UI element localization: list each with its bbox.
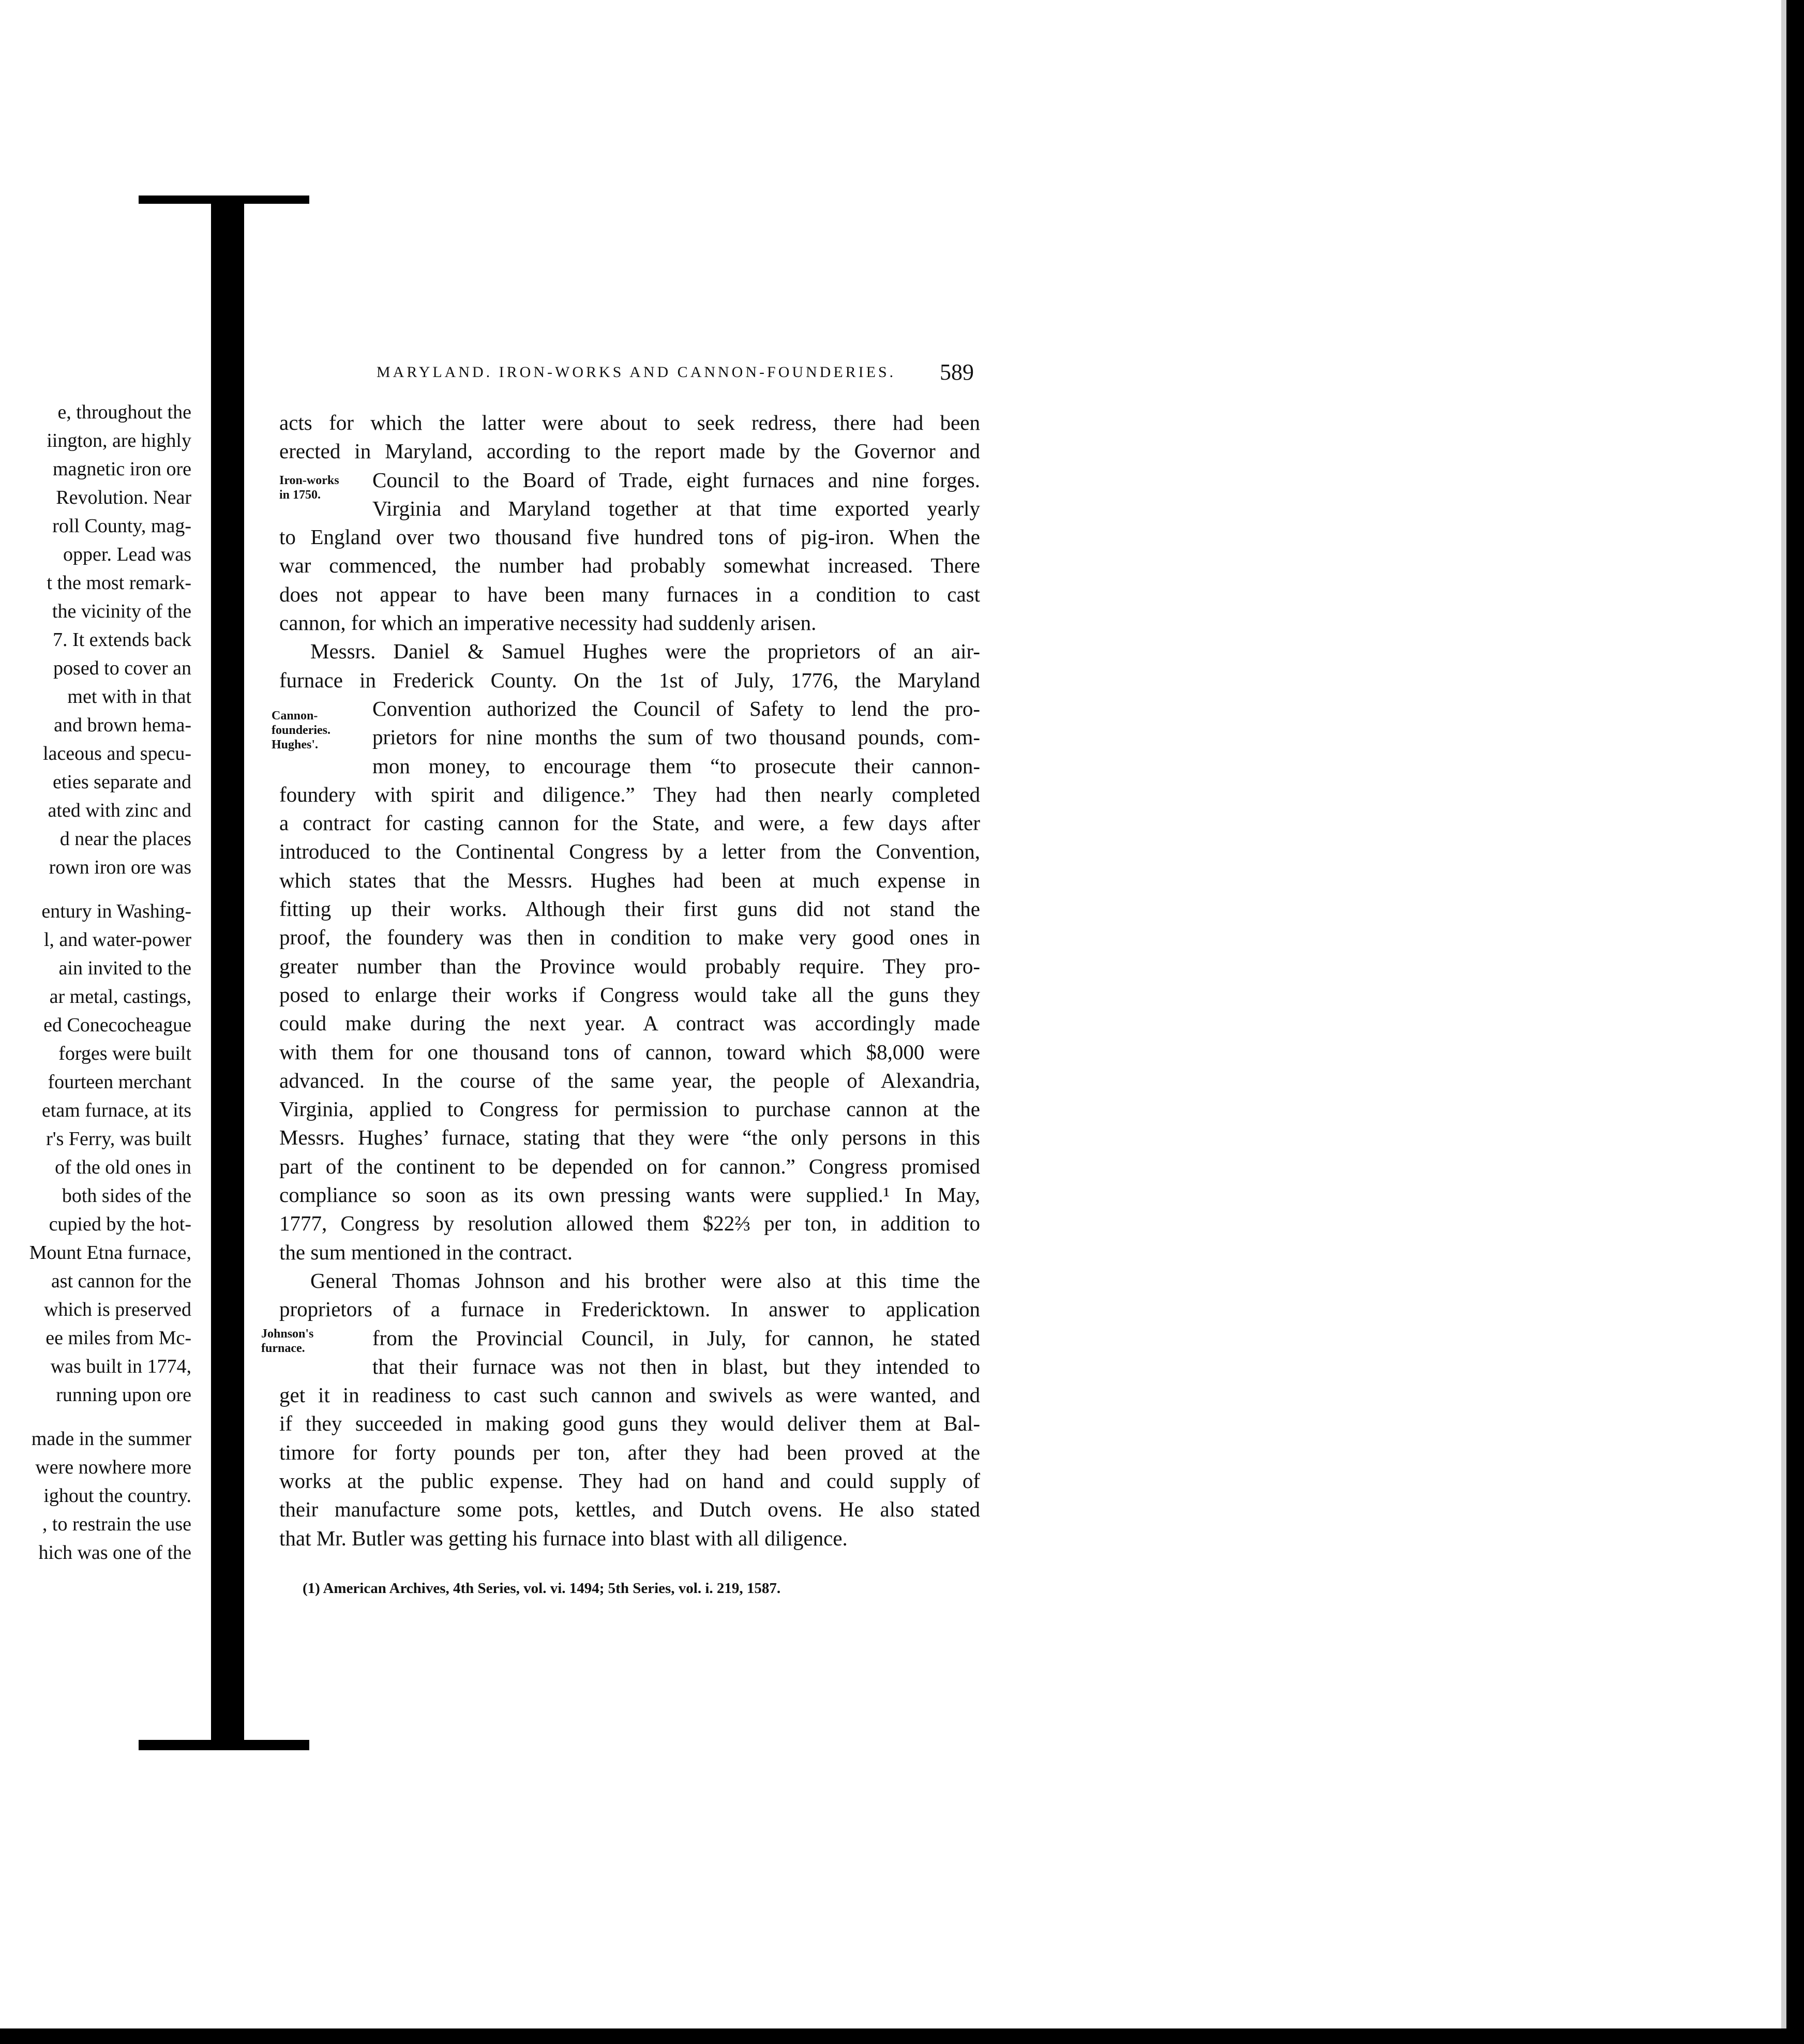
body-line: Messrs. Daniel & Samuel Hughes were the proprietors of an air- <box>310 639 980 664</box>
body-line: their manufacture some pots, kettles, and Dutch ovens. He also stated <box>279 1497 980 1522</box>
left-fragment-line: eties separate and <box>53 771 191 793</box>
footnote: (1) American Archives, 4th Series, vol. vi. 1494; 5th Series, vol. i. 219, 1587. <box>303 1580 781 1597</box>
body-line: mon money, to encourage them “to prosecute their cannon- <box>372 754 980 778</box>
margin-note-johnson: Johnson's furnace. <box>261 1327 314 1355</box>
left-fragment-line: t the most remark- <box>47 572 191 594</box>
body-line: 1777, Congress by resolution allowed them $22⅔ per ton, in addition to <box>279 1211 980 1236</box>
left-fragment-line: 7. It extends back <box>52 629 191 651</box>
body-line: furnace in Frederick County. On the 1st of July, 1776, the Maryland <box>279 668 980 692</box>
body-line: could make during the next year. A contract was accordingly made <box>279 1011 980 1035</box>
body-line: does not appear to have been many furnaces in a condition to cast <box>279 582 980 606</box>
body-text <box>279 409 980 1553</box>
left-fragment-line: the vicinity of the <box>52 600 191 622</box>
left-fragment-line: Revolution. Near <box>56 487 191 508</box>
left-fragment-line: hich was one of the <box>38 1542 191 1564</box>
body-line: which states that the Messrs. Hughes had been at much expense in <box>279 868 980 892</box>
margin-note-ironworks: Iron-works in 1750. <box>279 474 339 502</box>
body-line: war commenced, the number had probably somewhat increased. There <box>279 553 980 578</box>
gutter-vertical-bar <box>211 196 244 1750</box>
gutter-bottom-bar <box>139 1740 309 1750</box>
body-line: acts for which the latter were about to seek redress, there had been <box>279 411 980 434</box>
left-fragment-line: ee miles from Mc- <box>46 1327 191 1349</box>
body-line: advanced. In the course of the same year, the people of Alexandria, <box>279 1068 980 1092</box>
body-line: posed to enlarge their works if Congress would take all the guns they <box>279 982 980 1006</box>
body-line: proprietors of a furnace in Fredericktown. In answer to application <box>279 1297 980 1321</box>
left-page-fragment <box>0 398 191 1567</box>
body-line: with them for one thousand tons of cannon, toward which $8,000 were <box>279 1040 980 1064</box>
left-fragment-line: Mount Etna furnace, <box>29 1242 191 1264</box>
left-fragment-line: cupied by the hot- <box>49 1213 191 1235</box>
body-line: Virginia and Maryland together at that time exported yearly <box>372 496 980 520</box>
left-fragment-line: , to restrain the use <box>42 1513 191 1535</box>
left-fragment-line: etam furnace, at its <box>41 1100 191 1121</box>
left-fragment-line: ain invited to the <box>58 957 191 979</box>
page-edge-shadow <box>1781 0 1786 2044</box>
left-fragment-line: e, throughout the <box>57 401 191 423</box>
body-line: introduced to the Continental Congress by a letter from the Convention, <box>279 839 980 864</box>
body-line: proof, the foundery was then in condition to make very good ones in <box>279 925 980 950</box>
body-line: Messrs. Hughes’ furnace, stating that they were “the only persons in this <box>279 1125 980 1150</box>
body-line: prietors for nine months the sum of two thousand pounds, com- <box>372 725 980 749</box>
body-line: compliance so soon as its own pressing wants were supplied.¹ In May, <box>279 1183 980 1207</box>
left-fragment-line: and brown hema- <box>54 714 191 736</box>
left-fragment-line: ighout the country. <box>43 1485 191 1507</box>
left-fragment-line: forges were built <box>58 1043 191 1064</box>
left-fragment-line: posed to cover an <box>53 657 191 679</box>
left-fragment-line: rown iron ore was <box>49 856 191 878</box>
body-line: if they succeeded in making good guns they would deliver them at Bal- <box>279 1411 980 1436</box>
page-number: 589 <box>940 359 974 385</box>
body-line: General Thomas Johnson and his brother were also at this time the <box>310 1268 980 1292</box>
body-line: get it in readiness to cast such cannon and swivels as were wanted, and <box>279 1383 980 1407</box>
body-line: works at the public expense. They had on hand and could supply of <box>279 1468 980 1493</box>
left-fragment-line: ar metal, castings, <box>49 986 191 1008</box>
body-line: that Mr. Butler was getting his furnace into blast with all diligence. <box>279 1526 848 1550</box>
left-fragment-line: magnetic iron ore <box>52 458 191 480</box>
bottom-border <box>0 2028 1804 2044</box>
body-line: Convention authorized the Council of Safety to lend the pro- <box>372 696 980 720</box>
body-line: greater number than the Province would probably require. They pro- <box>279 954 980 978</box>
left-fragment-line: was built in 1774, <box>50 1356 191 1377</box>
left-fragment-line: roll County, mag- <box>52 515 191 537</box>
left-fragment-line: ated with zinc and <box>48 800 191 821</box>
left-fragment-line: laceous and specu- <box>43 743 191 764</box>
body-line: fitting up their works. Although their first guns did not stand the <box>279 897 980 921</box>
left-fragment-line: both sides of the <box>62 1185 191 1207</box>
left-fragment-line: l, and water-power <box>43 929 191 951</box>
left-fragment-line: met with in that <box>67 686 191 708</box>
body-line: a contract for casting cannon for the State, and were, a few days after <box>279 811 980 835</box>
body-line: cannon, for which an imperative necessity had suddenly arisen. <box>279 611 817 635</box>
body-line: part of the continent to be depended on for cannon.” Congress promised <box>279 1154 980 1178</box>
left-fragment-line: made in the summer <box>31 1428 191 1450</box>
body-line: erected in Maryland, according to the report made by the Governor and <box>279 439 980 463</box>
left-fragment-line: r's Ferry, was built <box>46 1128 191 1150</box>
left-fragment-line: were nowhere more <box>35 1456 191 1478</box>
body-line: from the Provincial Council, in July, for cannon, he stated <box>372 1326 980 1350</box>
left-fragment-line: ast cannon for the <box>51 1270 191 1292</box>
body-line: foundery with spirit and diligence.” They had then nearly completed <box>279 782 980 806</box>
body-line: to England over two thousand five hundred tons of pig-iron. When the <box>279 525 980 549</box>
body-line: Council to the Board of Trade, eight furnaces and nine forges. <box>372 468 980 492</box>
left-fragment-line: fourteen merchant <box>48 1071 191 1093</box>
left-fragment-line: opper. Lead was <box>63 544 191 565</box>
body-line: Virginia, applied to Congress for permission to purchase cannon at the <box>279 1097 980 1121</box>
left-fragment-line: running upon ore <box>56 1384 191 1406</box>
body-line: the sum mentioned in the contract. <box>279 1240 573 1264</box>
body-line: timore for forty pounds per ton, after they had been proved at the <box>279 1440 980 1464</box>
left-fragment-line: entury in Washing- <box>41 900 191 922</box>
margin-note-cannon-founderies: Cannon- founderies. Hughes'. <box>272 709 330 752</box>
left-fragment-line: ed Conecocheague <box>43 1014 191 1036</box>
page-edge-border <box>1786 0 1804 2044</box>
left-fragment-line: iington, are highly <box>47 430 191 452</box>
body-line: that their furnace was not then in blast, but they intended to <box>372 1354 980 1378</box>
left-fragment-line: which is preserved <box>44 1299 191 1320</box>
left-fragment-line: of the old ones in <box>55 1156 191 1178</box>
header-title: MARYLAND. IRON-WORKS AND CANNON-FOUNDERIES. <box>377 364 896 381</box>
left-fragment-line: d near the places <box>59 828 191 850</box>
running-header <box>377 357 974 388</box>
